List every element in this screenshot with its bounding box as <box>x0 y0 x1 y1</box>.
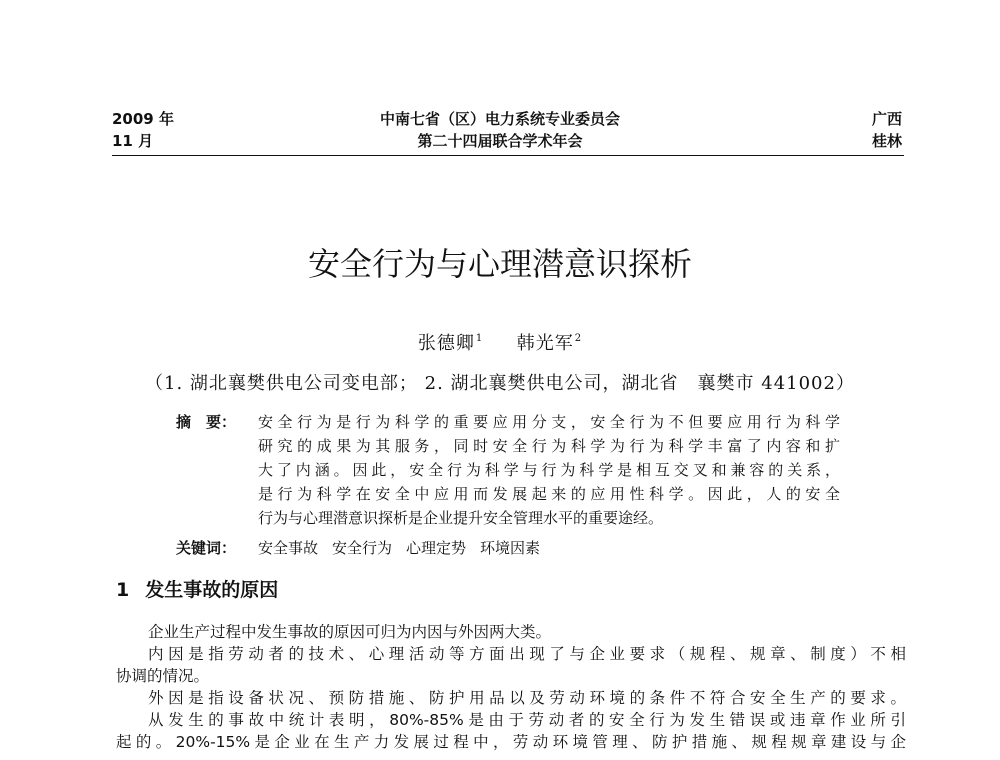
abstract-line: 是行为科学在安全中应用而发展起来的应用性科学。因此，人的安全 <box>258 485 840 503</box>
paragraph-line: 外因是指设备状况、预防措施、防护用品以及劳动环境的条件不符合安全生产的要求。 <box>148 689 906 707</box>
authors <box>0 327 1000 356</box>
header-city: 桂林 <box>871 132 902 150</box>
keyword: 心理定势 <box>406 539 467 557</box>
section-title: 发生事故的原因 <box>145 579 279 601</box>
header-rule <box>112 155 904 156</box>
paragraph-line: 企业生产过程中发生事故的原因可归为内因与外因两大类。 <box>148 623 552 641</box>
header-month: 11 月 <box>112 132 154 150</box>
paragraph-line: 从发生的事故中统计表明，80%-85%是由于劳动者的安全行为发生错误或违章作业所引 <box>148 711 906 729</box>
keyword: 安全事故 <box>258 539 319 557</box>
author-name: 韩光军 <box>516 333 574 354</box>
author-affil-mark: 1 <box>475 333 484 344</box>
section-number: 1 <box>116 579 130 601</box>
abstract-line: 安全行为是行为科学的重要应用分支，安全行为不但要应用行为科学 <box>258 413 840 431</box>
paragraph-line: 协调的情况。 <box>116 667 210 685</box>
header-year: 2009 年 <box>112 110 174 128</box>
abstract-label: 摘 要： <box>176 413 237 431</box>
author-affil-mark: 2 <box>574 333 583 344</box>
paragraph-line: 起的。20%-15%是企业在生产力发展过程中，劳动环境管理、防护措施、规程规章建设与企 <box>116 733 906 751</box>
keywords-label: 关键词： <box>176 539 237 557</box>
abstract-body <box>258 410 840 530</box>
keyword: 环境因素 <box>480 539 541 557</box>
affiliation: （1. 湖北襄樊供电公司变电部； 2. 湖北襄樊供电公司，湖北省 襄樊市 441002） <box>145 373 855 394</box>
keyword: 安全行为 <box>332 539 393 557</box>
header-org: 中南七省（区）电力系统专业委员会 <box>379 110 620 128</box>
paragraph-line: 内因是指劳动者的技术、心理活动等方面出现了与企业要求（规程、规章、制度）不相 <box>148 645 906 663</box>
author-name: 张德卿 <box>417 333 475 354</box>
paper-title: 安全行为与心理潜意识探析 <box>307 245 692 283</box>
abstract-line: 大了内涵。因此，安全行为科学与行为科学是相互交叉和兼容的关系， <box>258 461 840 479</box>
abstract-line: 研究的成果为其服务，同时安全行为科学为行为科学丰富了内容和扩 <box>258 437 840 455</box>
keywords-list <box>258 536 540 560</box>
header-province: 广西 <box>871 110 902 128</box>
section-heading <box>116 577 278 603</box>
header-conference: 第二十四届联合学术年会 <box>417 132 583 150</box>
abstract-line: 行为与心理潜意识探析是企业提升安全管理水平的重要途经。 <box>258 509 664 527</box>
